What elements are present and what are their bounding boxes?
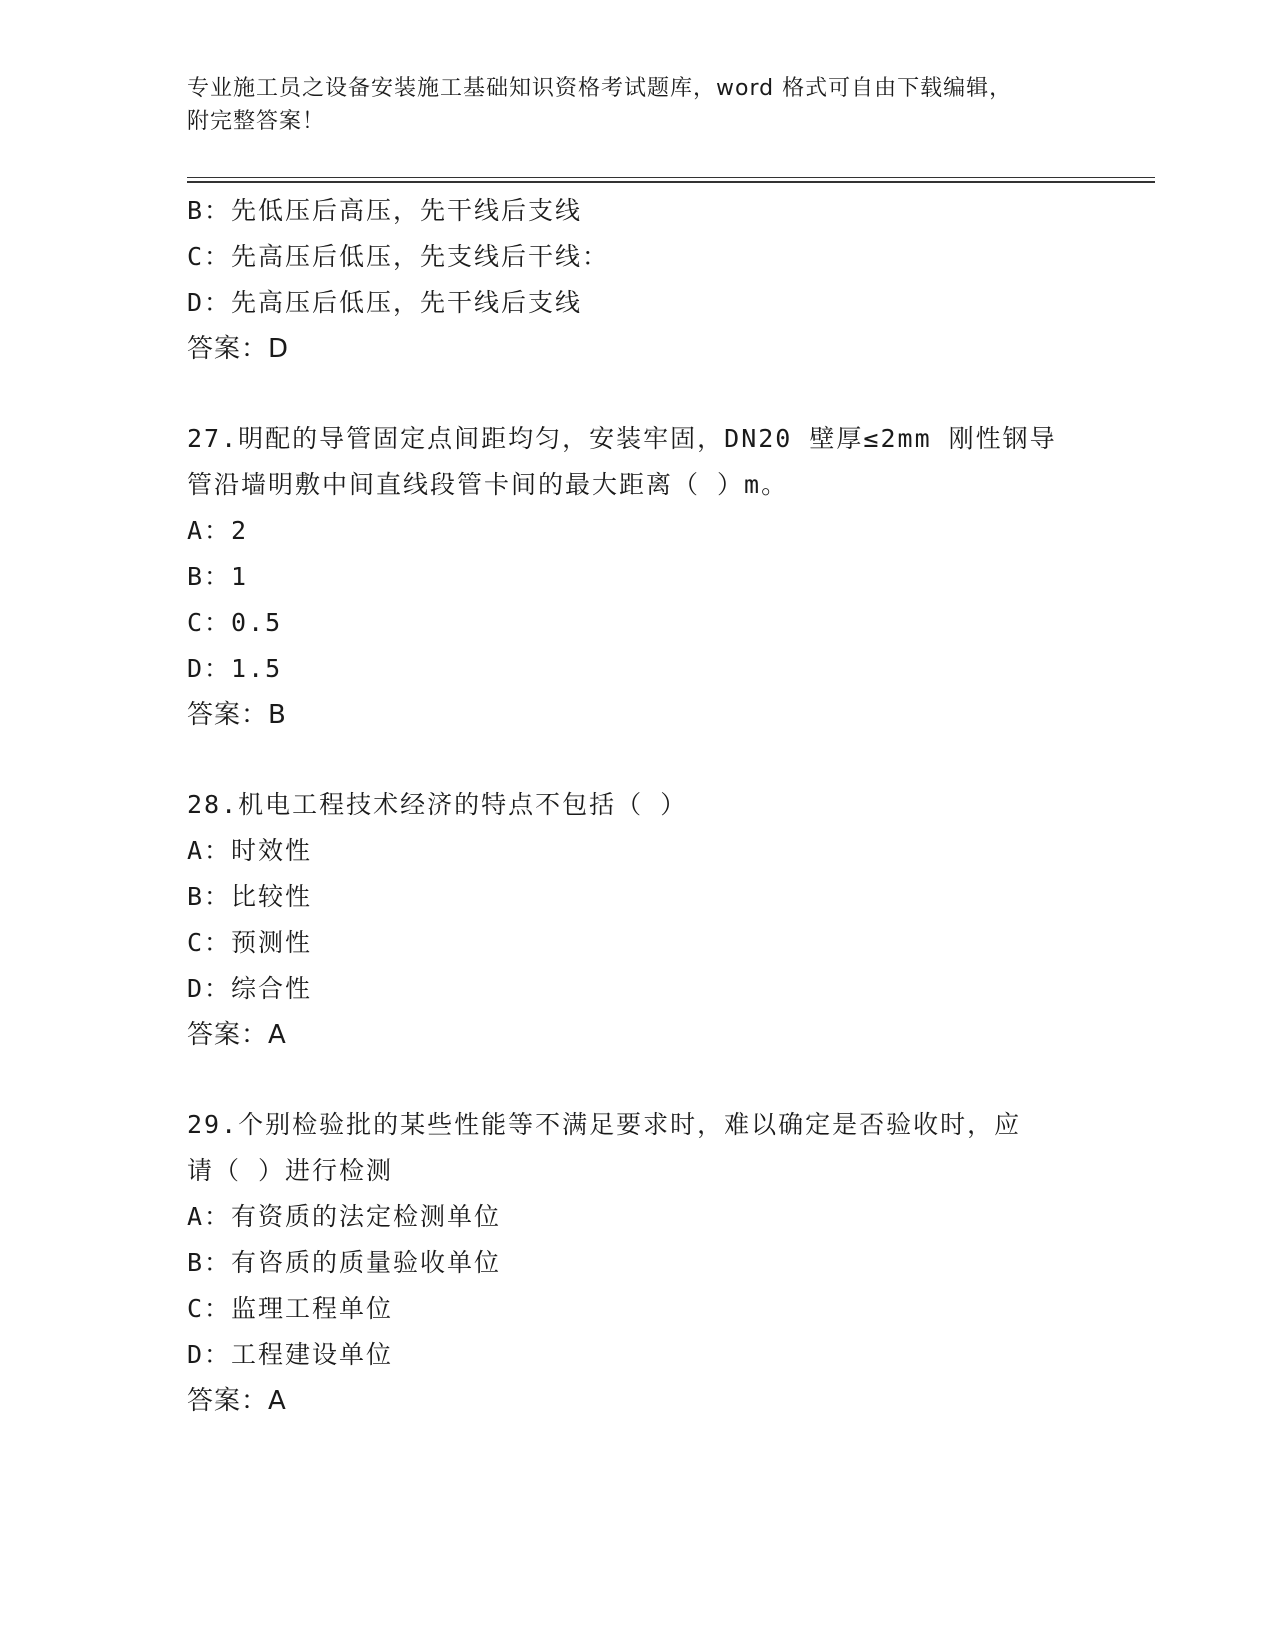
question-stem: 29.个别检验批的某些性能等不满足要求时，难以确定是否验收时，应 — [187, 1110, 1022, 1139]
option-d: D：先高压后低压，先干线后支线 — [187, 288, 583, 317]
option-b: B：比较性 — [187, 882, 313, 911]
option-b: B：先低压后高压，先干线后支线 — [187, 196, 583, 225]
option-b: B：1 — [187, 562, 249, 591]
question-stem: 28.机电工程技术经济的特点不包括（ ） — [187, 790, 688, 819]
answer: 答案：A — [187, 1020, 287, 1050]
option-b: B：有咨质的质量验收单位 — [187, 1248, 502, 1277]
header-divider-thin — [187, 177, 1155, 178]
option-c: C：先高压后低压，先支线后干线： — [187, 242, 610, 271]
question-28 — [187, 782, 1087, 1058]
question-stem: 管沿墙明敷中间直线段管卡间的最大距离（ ）m。 — [187, 470, 789, 499]
option-a: A：2 — [187, 516, 249, 545]
answer: 答案：A — [187, 1386, 287, 1416]
option-c: C：预测性 — [187, 928, 313, 957]
option-d: D：1.5 — [187, 654, 283, 683]
option-c: C：监理工程单位 — [187, 1294, 394, 1323]
question-27 — [187, 416, 1087, 738]
option-a: A：时效性 — [187, 836, 313, 865]
question-stem: 请（ ）进行检测 — [187, 1156, 394, 1185]
option-c: C：0.5 — [187, 608, 283, 637]
option-d: D：综合性 — [187, 974, 313, 1003]
question-29 — [187, 1102, 1087, 1424]
answer: 答案：B — [187, 700, 287, 730]
question-26-tail — [187, 188, 1087, 372]
question-list — [187, 188, 1087, 1424]
header-divider-thick — [187, 181, 1155, 183]
option-d: D：工程建设单位 — [187, 1340, 394, 1369]
header-line-1: 专业施工员之设备安装施工基础知识资格考试题库，word 格式可自由下载编辑， — [187, 76, 1013, 101]
option-a: A：有资质的法定检测单位 — [187, 1202, 502, 1231]
header-line-2: 附完整答案！ — [187, 109, 326, 134]
document-header — [187, 72, 1087, 138]
question-stem: 27.明配的导管固定点间距均匀，安装牢固，DN20 壁厚≤2mm 刚性钢导 — [187, 424, 1057, 453]
answer: 答案：D — [187, 334, 290, 364]
